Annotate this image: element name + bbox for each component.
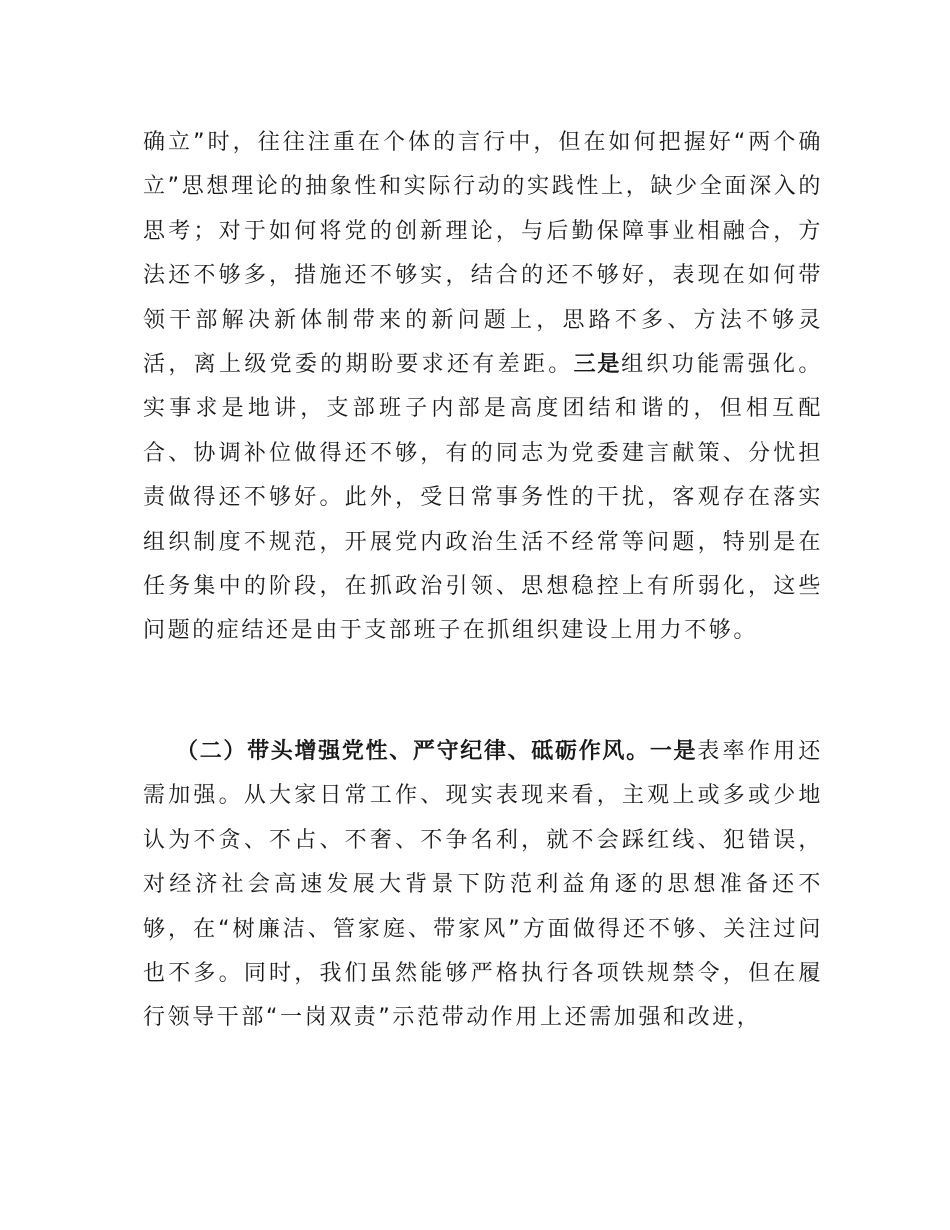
section-heading: （二）带头增强党性、严守纪律、砥砺作风。	[176, 739, 650, 764]
point-one-marker: 一是	[649, 739, 698, 764]
paragraph-2-text: 表率作用还需加强。从大家日常工作、现实表现来看，主观上或多或少地认为不贪、不占、不奢、不争名利，就不会踩红线、犯错误，对经济社会高速发展大背景下防范利益角逐的思想准备还不够，在“树廉洁、管家庭、带家风”方面做得还不够、关注过问也不多。同时，我们虽然能够严格执行各项铁规禁令，但在履行领导干部“一岗双责”示范带动作用上还需加强和改进，	[143, 739, 823, 1031]
paragraph-1-text-a: 确立”时，往往注重在个体的言行中，但在如何把握好“两个确立”思想理论的抽象性和实际行动的实践性上，缺少全面深入的思考；对于如何将党的创新理论，与后勤保障事业相融合，方法还不够多，措施还不够实，结合的还不够好，表现在如何带领干部解决新体制带来的新问题上，思路不多、方法不够灵活，离上级党委的期盼要求还有差距。	[143, 130, 823, 378]
point-three-marker: 三是	[573, 352, 622, 378]
paragraph-1-text-b: 组织功能需强化。实事求是地讲，支部班子内部是高度团结和谐的，但相互配合、协调补位做得还不够，有的同志为党委建言献策、分忧担责做得还不够好。此外，受日常事务性的干扰，客观存在落实组织制度不规范，开展党内政治生活不经常等问题，特别是在任务集中的阶段，在抓政治引领、思想稳控上有所弱化，这些问题的症结还是由于支部班子在抓组织建设上用力不够。	[143, 352, 823, 644]
paragraph-2	[143, 730, 823, 1041]
paragraph-1	[143, 121, 823, 654]
